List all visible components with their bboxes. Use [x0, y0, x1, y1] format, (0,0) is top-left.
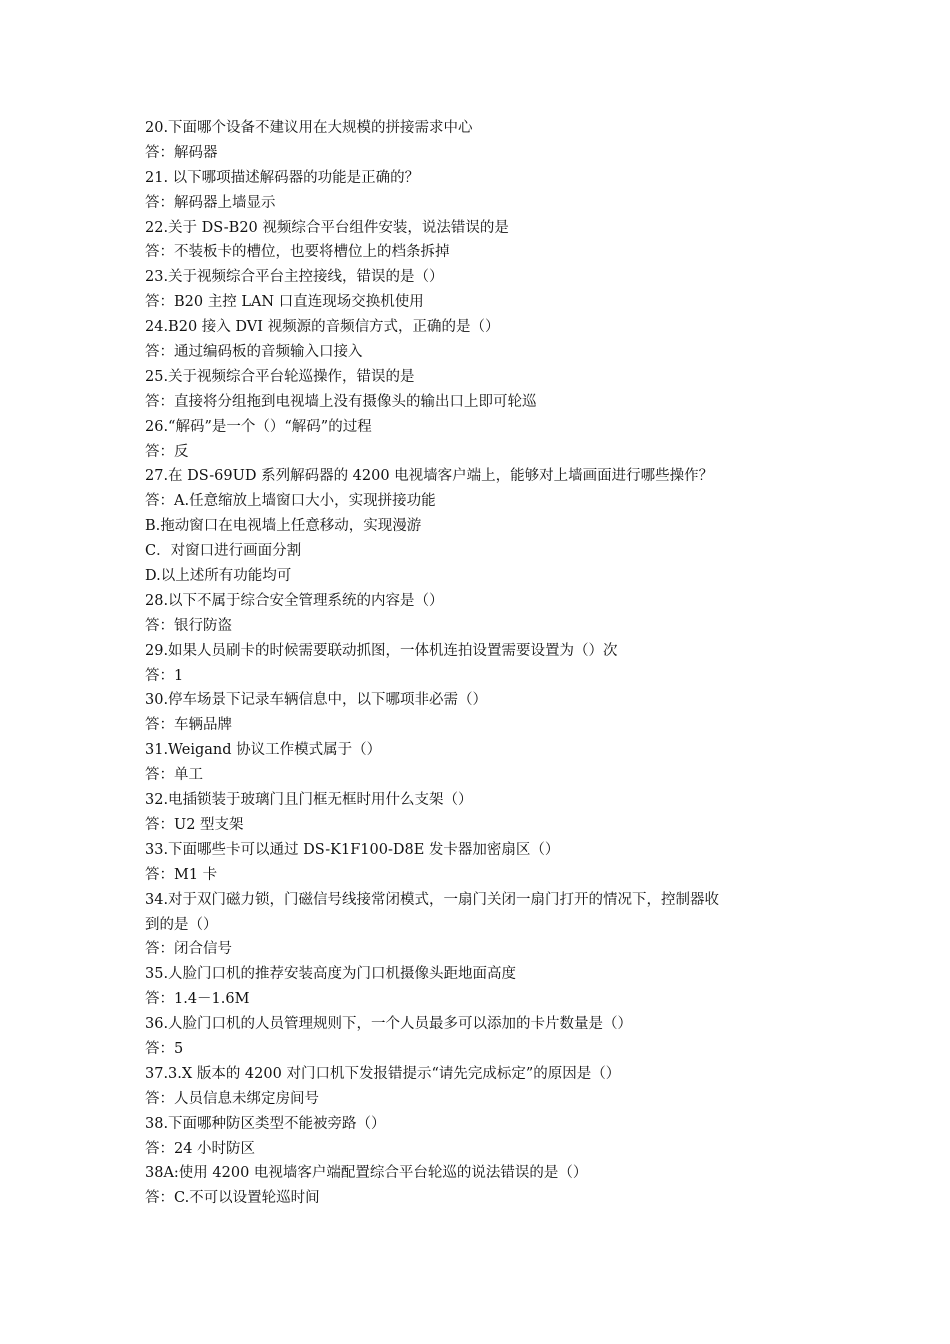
- question-29: 29.如果人员刷卡的时候需要联动抓图，一体机连拍设置需要设置为（）次: [145, 642, 618, 659]
- question-28: 28.以下不属于综合安全管理系统的内容是（）: [145, 592, 444, 609]
- answer-30: 答：车辆品牌: [145, 717, 232, 734]
- answer-32: 答：U2 型支架: [145, 816, 244, 833]
- answer-28: 答：银行防盗: [145, 617, 232, 634]
- answer-21: 答：解码器上墙显示: [145, 194, 276, 211]
- question-34-continued: 到的是（）: [145, 916, 218, 933]
- answer-27-option-c: C．对窗口进行画面分割: [145, 543, 302, 560]
- answer-33: 答：M1 卡: [145, 866, 218, 883]
- question-36: 36.人脸门口机的人员管理规则下，一个人员最多可以添加的卡片数量是（）: [145, 1016, 633, 1033]
- question-38: 38.下面哪种防区类型不能被旁路（）: [145, 1115, 386, 1132]
- question-22: 22.关于 DS-B20 视频综合平台组件安装，说法错误的是: [145, 219, 509, 236]
- question-24: 24.B20 接入 DVI 视频源的音频信方式，正确的是（）: [145, 319, 500, 336]
- answer-27-option-a: 答：A.任意缩放上墙窗口大小，实现拼接功能: [145, 493, 436, 510]
- answer-29: 答：1: [145, 667, 184, 684]
- question-20: 20.下面哪个设备不建议用在大规模的拼接需求中心: [145, 120, 473, 136]
- answer-31: 答：单工: [145, 767, 203, 784]
- question-35: 35.人脸门口机的推荐安装高度为门口机摄像头距地面高度: [145, 966, 517, 983]
- question-31: 31.Weigand 协议工作模式属于（）: [145, 742, 382, 759]
- question-30: 30.停车场景下记录车辆信息中，以下哪项非必需（）: [145, 692, 488, 709]
- answer-26: 答：反: [145, 443, 189, 460]
- answer-36: 答：5: [145, 1040, 184, 1057]
- answer-24: 答：通过编码板的音频输入口接入: [145, 344, 363, 361]
- answer-38a: 答：C.不可以设置轮巡时间: [145, 1190, 320, 1207]
- answer-27-option-b: B.拖动窗口在电视墙上任意移动，实现漫游: [145, 518, 422, 535]
- question-25: 25.关于视频综合平台轮巡操作，错误的是: [145, 368, 415, 385]
- answer-20: 答：解码器: [145, 144, 218, 161]
- question-32: 32.电插锁装于玻璃门且门框无框时用什么支架（）: [145, 792, 473, 809]
- answer-38: 答：24 小时防区: [145, 1140, 256, 1157]
- answer-35: 答：1.4－1.6M: [145, 991, 250, 1008]
- question-26: 26.“解码”是一个（）“解码”的过程: [145, 418, 372, 435]
- answer-34: 答：闭合信号: [145, 941, 232, 958]
- answer-27-option-d: D.以上述所有功能均可: [145, 568, 292, 585]
- answer-25: 答：直接将分组拖到电视墙上没有摄像头的输出口上即可轮巡: [145, 393, 537, 410]
- question-23: 23.关于视频综合平台主控接线，错误的是（）: [145, 269, 444, 286]
- question-37: 37.3.X 版本的 4200 对门口机下发报错提示“请先完成标定”的原因是（）: [145, 1065, 621, 1082]
- answer-22: 答：不装板卡的槽位，也要将槽位上的档条拆掉: [145, 244, 450, 261]
- answer-37: 答：人员信息未绑定房间号: [145, 1090, 319, 1107]
- question-38a: 38A:使用 4200 电视墙客户端配置综合平台轮巡的说法错误的是（）: [145, 1165, 588, 1182]
- question-27: 27.在 DS-69UD 系列解码器的 4200 电视墙客户端上，能够对上墙画面进行哪些操作？: [145, 468, 714, 485]
- answer-23: 答：B20 主控 LAN 口直连现场交换机使用: [145, 294, 424, 311]
- question-34: 34.对于双门磁力锁，门磁信号线接常闭模式，一扇门关闭一扇门打开的情况下，控制器收: [145, 891, 720, 908]
- document-body: [145, 116, 815, 1211]
- question-21: 21. 以下哪项描述解码器的功能是正确的？: [145, 169, 420, 186]
- question-33: 33.下面哪些卡可以通过 DS-K1F100-D8E 发卡器加密扇区（）: [145, 841, 560, 858]
